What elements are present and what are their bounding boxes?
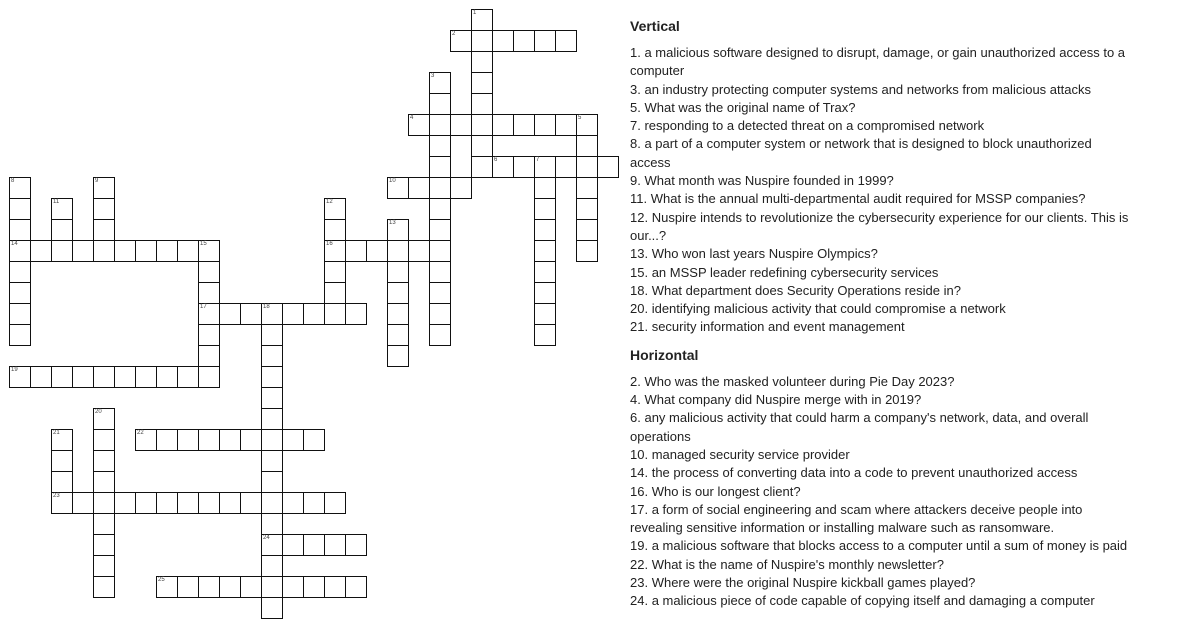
grid-cell[interactable] bbox=[282, 492, 304, 514]
grid-cell[interactable] bbox=[51, 471, 73, 493]
grid-cell[interactable] bbox=[576, 114, 598, 136]
grid-cell[interactable] bbox=[282, 429, 304, 451]
cell-number: 18 bbox=[263, 304, 270, 310]
grid-cell[interactable] bbox=[30, 366, 52, 388]
grid-cell[interactable] bbox=[534, 282, 556, 304]
grid-cell[interactable] bbox=[387, 303, 409, 325]
grid-cell[interactable] bbox=[513, 156, 535, 178]
grid-cell[interactable] bbox=[9, 219, 31, 241]
clue-number: 14 bbox=[630, 465, 645, 481]
grid-cell[interactable] bbox=[597, 156, 619, 178]
clue-item: 15. an MSSP leader redefining cybersecurity services bbox=[630, 264, 939, 280]
cell-number: 24 bbox=[263, 535, 270, 541]
clue-text: responding to a detected threat on a compromised network bbox=[644, 118, 985, 134]
horizontal-heading: Horizontal bbox=[630, 346, 699, 363]
grid-cell[interactable] bbox=[576, 198, 598, 220]
grid-cell[interactable] bbox=[513, 30, 535, 52]
grid-cell[interactable] bbox=[429, 261, 451, 283]
grid-cell[interactable] bbox=[387, 177, 409, 199]
grid-cell[interactable] bbox=[9, 177, 31, 199]
clue-text: Nuspire intends to revolutionize the cybersecurity experience for our clients. This is our...? bbox=[630, 209, 1129, 243]
grid-cell[interactable] bbox=[261, 450, 283, 472]
grid-cell[interactable] bbox=[450, 30, 472, 52]
grid-cell[interactable] bbox=[324, 303, 346, 325]
cell-number: 3 bbox=[431, 73, 435, 79]
clue-item: 2. Who was the masked volunteer during Pie Day 2023? bbox=[630, 373, 955, 389]
grid-cell[interactable] bbox=[324, 198, 346, 220]
clue-text: Who is our longest client? bbox=[651, 483, 801, 499]
grid-cell[interactable] bbox=[450, 177, 472, 199]
grid-cell[interactable] bbox=[177, 492, 199, 514]
clue-item: 24. a malicious piece of code capable of copying itself and damaging a computer bbox=[630, 593, 1095, 609]
clue-number: 7 bbox=[630, 118, 638, 134]
grid-cell[interactable] bbox=[387, 240, 409, 262]
grid-cell[interactable] bbox=[471, 72, 493, 94]
grid-cell[interactable] bbox=[240, 492, 262, 514]
clue-number: 24 bbox=[630, 593, 645, 609]
grid-cell[interactable] bbox=[93, 576, 115, 598]
grid-cell[interactable] bbox=[345, 576, 367, 598]
grid-cell[interactable] bbox=[534, 177, 556, 199]
clue-text: a part of a computer system or network that is designed to block unauthorized access bbox=[630, 136, 1092, 170]
grid-cell[interactable] bbox=[324, 219, 346, 241]
grid-cell[interactable] bbox=[261, 324, 283, 346]
grid-cell[interactable] bbox=[261, 576, 283, 598]
clue-number: 3 bbox=[630, 81, 638, 97]
grid-cell[interactable] bbox=[72, 492, 94, 514]
grid-cell[interactable] bbox=[303, 576, 325, 598]
grid-cell[interactable] bbox=[156, 429, 178, 451]
clue-item: 6. any malicious activity that could harm a company's network, data, and overall operations bbox=[630, 410, 1089, 444]
cell-number: 21 bbox=[53, 430, 60, 436]
grid-cell[interactable] bbox=[345, 303, 367, 325]
grid-cell[interactable] bbox=[198, 261, 220, 283]
clue-number: 23 bbox=[630, 575, 645, 591]
clue-text: security information and event management bbox=[651, 319, 905, 335]
grid-cell[interactable] bbox=[429, 324, 451, 346]
clue-item: 18. What department does Security Operations reside in? bbox=[630, 282, 961, 298]
grid-cell[interactable] bbox=[114, 366, 136, 388]
grid-cell[interactable] bbox=[198, 240, 220, 262]
grid-cell[interactable] bbox=[72, 366, 94, 388]
grid-cell[interactable] bbox=[303, 534, 325, 556]
grid-cell[interactable] bbox=[534, 324, 556, 346]
grid-cell[interactable] bbox=[156, 492, 178, 514]
grid-cell[interactable] bbox=[51, 240, 73, 262]
grid-cell[interactable] bbox=[219, 492, 241, 514]
grid-cell[interactable] bbox=[471, 9, 493, 31]
cell-number: 16 bbox=[326, 241, 333, 247]
grid-cell[interactable] bbox=[9, 198, 31, 220]
clue-number: 15 bbox=[630, 264, 645, 280]
clue-text: any malicious activity that could harm a company's network, data, and overall operations bbox=[630, 410, 1089, 444]
clue-text: What company did Nuspire merge with in 2019? bbox=[644, 392, 922, 408]
grid-cell[interactable] bbox=[534, 240, 556, 262]
horizontal-clue-list bbox=[630, 373, 1130, 611]
clue-text: Where were the original Nuspire kickball games played? bbox=[651, 575, 976, 591]
grid-cell[interactable] bbox=[429, 135, 451, 157]
clues-panel bbox=[630, 16, 1130, 619]
cell-number: 13 bbox=[389, 220, 396, 226]
grid-cell[interactable] bbox=[261, 471, 283, 493]
grid-cell[interactable] bbox=[576, 156, 598, 178]
grid-cell[interactable] bbox=[534, 303, 556, 325]
grid-cell[interactable] bbox=[471, 93, 493, 115]
grid-cell[interactable] bbox=[324, 534, 346, 556]
grid-cell[interactable] bbox=[93, 534, 115, 556]
grid-cell[interactable] bbox=[471, 30, 493, 52]
cell-number: 14 bbox=[11, 241, 18, 247]
grid-cell[interactable] bbox=[282, 303, 304, 325]
cell-number: 12 bbox=[326, 199, 333, 205]
clue-text: What month was Nuspire founded in 1999? bbox=[644, 173, 894, 189]
grid-cell[interactable] bbox=[240, 429, 262, 451]
cell-number: 15 bbox=[200, 241, 207, 247]
grid-cell[interactable] bbox=[198, 366, 220, 388]
grid-cell[interactable] bbox=[366, 240, 388, 262]
clue-item: 12. Nuspire intends to revolutionize the cybersecurity experience for our clients. This is our...? bbox=[630, 209, 1129, 243]
grid-cell[interactable] bbox=[9, 324, 31, 346]
grid-cell[interactable] bbox=[198, 429, 220, 451]
grid-cell[interactable] bbox=[429, 156, 451, 178]
cell-number: 1 bbox=[473, 10, 477, 16]
grid-cell[interactable] bbox=[135, 429, 157, 451]
grid-cell[interactable] bbox=[492, 156, 514, 178]
cell-number: 2 bbox=[452, 31, 456, 37]
grid-cell[interactable] bbox=[324, 261, 346, 283]
grid-cell[interactable] bbox=[135, 366, 157, 388]
grid-cell[interactable] bbox=[261, 597, 283, 619]
grid-cell[interactable] bbox=[93, 366, 115, 388]
grid-cell[interactable] bbox=[219, 429, 241, 451]
grid-cell[interactable] bbox=[93, 429, 115, 451]
grid-cell[interactable] bbox=[555, 156, 577, 178]
grid-cell[interactable] bbox=[534, 198, 556, 220]
grid-cell[interactable] bbox=[324, 282, 346, 304]
grid-cell[interactable] bbox=[30, 240, 52, 262]
clue-item: 23. Where were the original Nuspire kickball games played? bbox=[630, 575, 976, 591]
grid-cell[interactable] bbox=[324, 576, 346, 598]
clue-text: Who was the masked volunteer during Pie Day 2023? bbox=[644, 373, 955, 389]
clue-text: identifying malicious activity that could compromise a network bbox=[651, 301, 1006, 317]
cell-number: 17 bbox=[200, 304, 207, 310]
clue-text: a form of social engineering and scam where attackers deceive people into revealing sensitive information or installing malware such as ransomware. bbox=[630, 501, 1083, 536]
grid-cell[interactable] bbox=[471, 156, 493, 178]
clue-text: a malicious piece of code capable of copying itself and damaging a computer bbox=[651, 593, 1095, 609]
clue-text: an MSSP leader redefining cybersecurity services bbox=[651, 264, 939, 280]
grid-cell[interactable] bbox=[156, 240, 178, 262]
grid-cell[interactable] bbox=[219, 576, 241, 598]
clue-number: 20 bbox=[630, 301, 645, 317]
clue-item: 8. a part of a computer system or network that is designed to block unauthorized access bbox=[630, 136, 1092, 170]
grid-cell[interactable] bbox=[51, 429, 73, 451]
cell-number: 19 bbox=[11, 367, 18, 373]
grid-cell[interactable] bbox=[51, 450, 73, 472]
clue-number: 21 bbox=[630, 319, 645, 335]
grid-cell[interactable] bbox=[198, 324, 220, 346]
grid-cell[interactable] bbox=[408, 240, 430, 262]
cell-number: 6 bbox=[494, 157, 498, 163]
grid-cell[interactable] bbox=[114, 240, 136, 262]
clue-text: What department does Security Operations reside in? bbox=[651, 282, 961, 298]
grid-cell[interactable] bbox=[471, 114, 493, 136]
clue-number: 2 bbox=[630, 373, 638, 389]
clue-item: 10. managed security service provider bbox=[630, 446, 850, 462]
cell-number: 8 bbox=[11, 178, 15, 184]
cell-number: 25 bbox=[158, 577, 165, 583]
cell-number: 7 bbox=[536, 157, 540, 163]
clue-item: 13. Who won last years Nuspire Olympics? bbox=[630, 246, 878, 262]
grid-cell[interactable] bbox=[429, 240, 451, 262]
grid-cell[interactable] bbox=[345, 240, 367, 262]
grid-cell[interactable] bbox=[534, 30, 556, 52]
grid-cell[interactable] bbox=[177, 366, 199, 388]
grid-cell[interactable] bbox=[135, 492, 157, 514]
clue-item: 7. responding to a detected threat on a compromised network bbox=[630, 118, 985, 134]
grid-cell[interactable] bbox=[9, 303, 31, 325]
grid-cell[interactable] bbox=[198, 345, 220, 367]
clue-number: 9 bbox=[630, 173, 638, 189]
grid-cell[interactable] bbox=[471, 51, 493, 73]
grid-cell[interactable] bbox=[576, 240, 598, 262]
clue-number: 13 bbox=[630, 246, 645, 262]
grid-cell[interactable] bbox=[429, 114, 451, 136]
grid-cell[interactable] bbox=[114, 492, 136, 514]
grid-cell[interactable] bbox=[135, 240, 157, 262]
clue-text: Who won last years Nuspire Olympics? bbox=[651, 246, 878, 262]
grid-cell[interactable] bbox=[429, 303, 451, 325]
clue-text: managed security service provider bbox=[651, 446, 850, 462]
clue-number: 4 bbox=[630, 392, 638, 408]
grid-cell[interactable] bbox=[429, 198, 451, 220]
cell-number: 9 bbox=[95, 178, 99, 184]
grid-cell[interactable] bbox=[282, 534, 304, 556]
grid-cell[interactable] bbox=[471, 135, 493, 157]
grid-cell[interactable] bbox=[9, 366, 31, 388]
clue-number: 1 bbox=[630, 45, 638, 60]
grid-cell[interactable] bbox=[261, 408, 283, 430]
grid-cell[interactable] bbox=[261, 366, 283, 388]
grid-cell[interactable] bbox=[51, 198, 73, 220]
grid-cell[interactable] bbox=[429, 282, 451, 304]
grid-cell[interactable] bbox=[345, 534, 367, 556]
grid-cell[interactable] bbox=[261, 513, 283, 535]
clue-item: 9. What month was Nuspire founded in 1999? bbox=[630, 173, 894, 189]
grid-cell[interactable] bbox=[576, 135, 598, 157]
grid-cell[interactable] bbox=[387, 219, 409, 241]
grid-cell[interactable] bbox=[576, 219, 598, 241]
clue-item: 19. a malicious software that blocks access to a computer until a sum of money is paid bbox=[630, 538, 1128, 554]
cell-number: 11 bbox=[53, 199, 60, 205]
grid-cell[interactable] bbox=[93, 177, 115, 199]
grid-cell[interactable] bbox=[534, 219, 556, 241]
grid-cell[interactable] bbox=[513, 114, 535, 136]
clue-item: 22. What is the name of Nuspire's monthly newsletter? bbox=[630, 556, 944, 572]
grid-cell[interactable] bbox=[198, 576, 220, 598]
clue-item: 4. What company did Nuspire merge with in 2019? bbox=[630, 392, 922, 408]
grid-cell[interactable] bbox=[9, 282, 31, 304]
grid-cell[interactable] bbox=[93, 513, 115, 535]
grid-cell[interactable] bbox=[261, 429, 283, 451]
grid-cell[interactable] bbox=[492, 114, 514, 136]
clue-text: a malicious software designed to disrupt, damage, or gain unauthorized access to a computer bbox=[630, 45, 1126, 79]
grid-cell[interactable] bbox=[240, 303, 262, 325]
clue-text: What is the annual multi-departmental audit required for MSSP companies? bbox=[650, 191, 1086, 207]
cell-number: 5 bbox=[578, 115, 582, 121]
grid-cell[interactable] bbox=[93, 492, 115, 514]
grid-cell[interactable] bbox=[534, 156, 556, 178]
grid-cell[interactable] bbox=[450, 114, 472, 136]
grid-cell[interactable] bbox=[429, 93, 451, 115]
clue-text: the process of converting data into a code to prevent unauthorized access bbox=[651, 465, 1078, 481]
grid-cell[interactable] bbox=[177, 240, 199, 262]
clue-item: 3. an industry protecting computer systems and networks from malicious attacks bbox=[630, 81, 1091, 97]
clue-item: 5. What was the original name of Trax? bbox=[630, 99, 856, 115]
cell-number: 10 bbox=[389, 178, 396, 184]
grid-cell[interactable] bbox=[9, 261, 31, 283]
clue-number: 19 bbox=[630, 538, 645, 554]
grid-cell[interactable] bbox=[408, 114, 430, 136]
clue-item: 20. identifying malicious activity that could compromise a network bbox=[630, 301, 1006, 317]
grid-cell[interactable] bbox=[387, 324, 409, 346]
grid-cell[interactable] bbox=[51, 366, 73, 388]
cell-number: 20 bbox=[95, 409, 102, 415]
clue-item: 14. the process of converting data into a code to prevent unauthorized access bbox=[630, 465, 1078, 481]
grid-cell[interactable] bbox=[240, 576, 262, 598]
clue-number: 22 bbox=[630, 556, 645, 572]
clue-item: 11. What is the annual multi-departmental audit required for MSSP companies? bbox=[630, 191, 1086, 207]
clue-number: 17 bbox=[630, 501, 645, 517]
clue-item: 16. Who is our longest client? bbox=[630, 483, 801, 499]
grid-cell[interactable] bbox=[93, 471, 115, 493]
grid-cell[interactable] bbox=[282, 576, 304, 598]
grid-cell[interactable] bbox=[198, 282, 220, 304]
grid-cell[interactable] bbox=[555, 30, 577, 52]
grid-cell[interactable] bbox=[261, 345, 283, 367]
clue-number: 5 bbox=[630, 99, 638, 115]
grid-cell[interactable] bbox=[93, 240, 115, 262]
grid-cell[interactable] bbox=[387, 345, 409, 367]
clue-number: 8 bbox=[630, 136, 638, 152]
grid-cell[interactable] bbox=[555, 114, 577, 136]
clue-number: 12 bbox=[630, 209, 645, 225]
grid-cell[interactable] bbox=[72, 240, 94, 262]
grid-cell[interactable] bbox=[93, 198, 115, 220]
grid-cell[interactable] bbox=[534, 114, 556, 136]
grid-cell[interactable] bbox=[492, 30, 514, 52]
grid-cell[interactable] bbox=[408, 177, 430, 199]
grid-cell[interactable] bbox=[303, 429, 325, 451]
grid-cell[interactable] bbox=[51, 219, 73, 241]
grid-cell[interactable] bbox=[93, 408, 115, 430]
vertical-clue-list bbox=[630, 44, 1130, 337]
grid-cell[interactable] bbox=[534, 261, 556, 283]
grid-cell[interactable] bbox=[156, 576, 178, 598]
grid-cell[interactable] bbox=[198, 492, 220, 514]
clue-text: What is the name of Nuspire's monthly newsletter? bbox=[651, 556, 944, 572]
grid-cell[interactable] bbox=[261, 534, 283, 556]
clue-number: 16 bbox=[630, 483, 645, 499]
clue-item: 1. a malicious software designed to disrupt, damage, or gain unauthorized access to a computer bbox=[630, 45, 1126, 79]
grid-cell[interactable] bbox=[387, 261, 409, 283]
grid-cell[interactable] bbox=[261, 492, 283, 514]
grid-cell[interactable] bbox=[429, 219, 451, 241]
grid-cell[interactable] bbox=[9, 240, 31, 262]
clue-item: 17. a form of social engineering and scam where attackers deceive people into revealing sensitive information or installing malware such as ransomware. bbox=[630, 501, 1083, 536]
cell-number: 22 bbox=[137, 430, 144, 436]
clue-item: 21. security information and event management bbox=[630, 319, 905, 335]
vertical-heading: Vertical bbox=[630, 18, 680, 34]
grid-cell[interactable] bbox=[219, 303, 241, 325]
grid-cell[interactable] bbox=[576, 177, 598, 199]
grid-cell[interactable] bbox=[93, 450, 115, 472]
grid-cell[interactable] bbox=[177, 429, 199, 451]
grid-cell[interactable] bbox=[303, 303, 325, 325]
grid-cell[interactable] bbox=[93, 219, 115, 241]
cell-number: 23 bbox=[53, 493, 60, 499]
cell-number: 4 bbox=[410, 115, 414, 121]
grid-cell[interactable] bbox=[261, 555, 283, 577]
grid-cell[interactable] bbox=[261, 303, 283, 325]
clue-number: 18 bbox=[630, 282, 645, 298]
grid-cell[interactable] bbox=[324, 492, 346, 514]
clue-text: a malicious software that blocks access to a computer until a sum of money is paid bbox=[651, 538, 1128, 554]
grid-cell[interactable] bbox=[303, 492, 325, 514]
grid-cell[interactable] bbox=[429, 72, 451, 94]
clue-number: 11 bbox=[630, 191, 644, 207]
clue-text: an industry protecting computer systems and networks from malicious attacks bbox=[644, 81, 1091, 97]
grid-cell[interactable] bbox=[387, 282, 409, 304]
grid-cell[interactable] bbox=[177, 576, 199, 598]
clue-text: What was the original name of Trax? bbox=[644, 99, 856, 115]
grid-cell[interactable] bbox=[51, 492, 73, 514]
grid-cell[interactable] bbox=[93, 555, 115, 577]
grid-cell[interactable] bbox=[156, 366, 178, 388]
grid-cell[interactable] bbox=[198, 303, 220, 325]
grid-cell[interactable] bbox=[324, 240, 346, 262]
clue-number: 6 bbox=[630, 410, 638, 426]
clue-number: 10 bbox=[630, 446, 645, 462]
grid-cell[interactable] bbox=[261, 387, 283, 409]
grid-cell[interactable] bbox=[429, 177, 451, 199]
